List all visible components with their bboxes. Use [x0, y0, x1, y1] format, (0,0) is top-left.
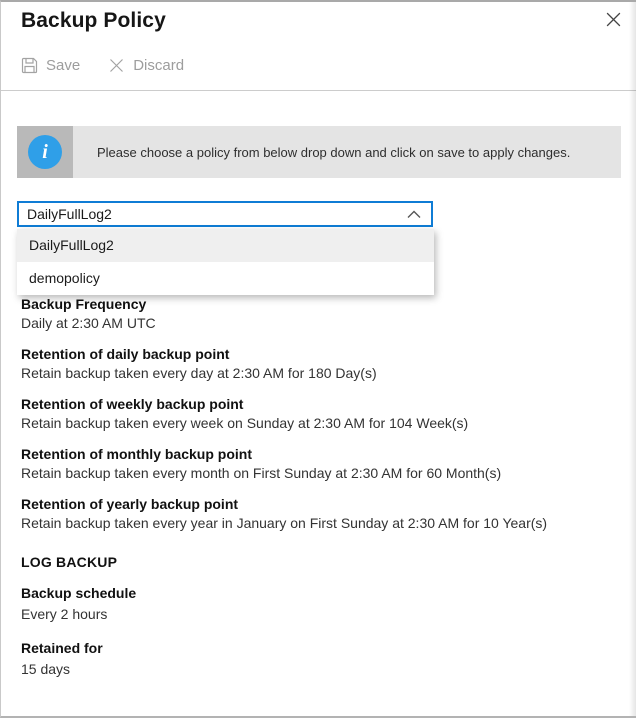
section-label: Retention of monthly backup point	[21, 446, 252, 462]
section-value: Daily at 2:30 AM UTC	[21, 315, 156, 331]
policy-option-dailyfulllog2[interactable]: DailyFullLog2	[17, 229, 434, 262]
section-label: Retention of weekly backup point	[21, 396, 244, 412]
panel-header	[1, 2, 636, 46]
toolbar	[1, 46, 636, 84]
backup-frequency-section	[21, 295, 616, 332]
section-value: 15 days	[21, 661, 71, 677]
close-icon[interactable]	[600, 6, 626, 32]
policy-option-demopolicy[interactable]: demopolicy	[29, 270, 100, 286]
section-value: Retain backup taken every day at 2:30 AM for 180 Day(s)	[21, 365, 377, 381]
section-value: Every 2 hours	[21, 606, 108, 622]
retention-monthly-section	[21, 445, 616, 482]
policy-dropdown[interactable]	[17, 201, 433, 227]
save-button[interactable]	[21, 57, 80, 74]
save-button-label: Save	[46, 56, 81, 74]
discard-button[interactable]	[108, 57, 184, 74]
chevron-up-icon	[407, 210, 421, 219]
policy-options-list	[17, 229, 434, 295]
discard-button-label: Discard	[133, 56, 185, 74]
section-value: Retain backup taken every week on Sunday at 2:30 AM for 104 Week(s)	[21, 415, 469, 431]
section-value: Retain backup taken every month on First Sunday at 2:30 AM for 60 Month(s)	[21, 465, 502, 481]
retention-daily-section	[21, 345, 616, 382]
retained-for-section	[21, 639, 616, 678]
section-label: Retention of yearly backup point	[21, 496, 239, 512]
policy-dropdown-wrap	[17, 201, 433, 286]
section-label: Retention of daily backup point	[21, 346, 230, 362]
toolbar-separator	[1, 90, 636, 91]
page-title: Backup Policy	[21, 9, 166, 32]
info-icon: i	[28, 135, 62, 169]
info-icon-box	[17, 126, 73, 178]
section-label: Backup schedule	[21, 585, 137, 601]
backup-schedule-section	[21, 584, 616, 623]
policy-details	[1, 295, 636, 678]
log-backup-heading: LOG BACKUP	[21, 554, 118, 570]
info-banner-text: Please choose a policy from below drop down and click on save to apply changes.	[97, 144, 571, 160]
section-label: Backup Frequency	[21, 296, 147, 312]
policy-dropdown-value: DailyFullLog2	[27, 206, 112, 222]
info-banner	[17, 126, 621, 178]
retention-weekly-section	[21, 395, 616, 432]
save-floppy-icon	[21, 57, 38, 74]
retention-yearly-section	[21, 495, 616, 532]
section-value: Retain backup taken every year in January on First Sunday at 2:30 AM for 10 Year(s)	[21, 515, 548, 531]
x-icon	[108, 57, 125, 74]
section-label: Retained for	[21, 640, 103, 656]
